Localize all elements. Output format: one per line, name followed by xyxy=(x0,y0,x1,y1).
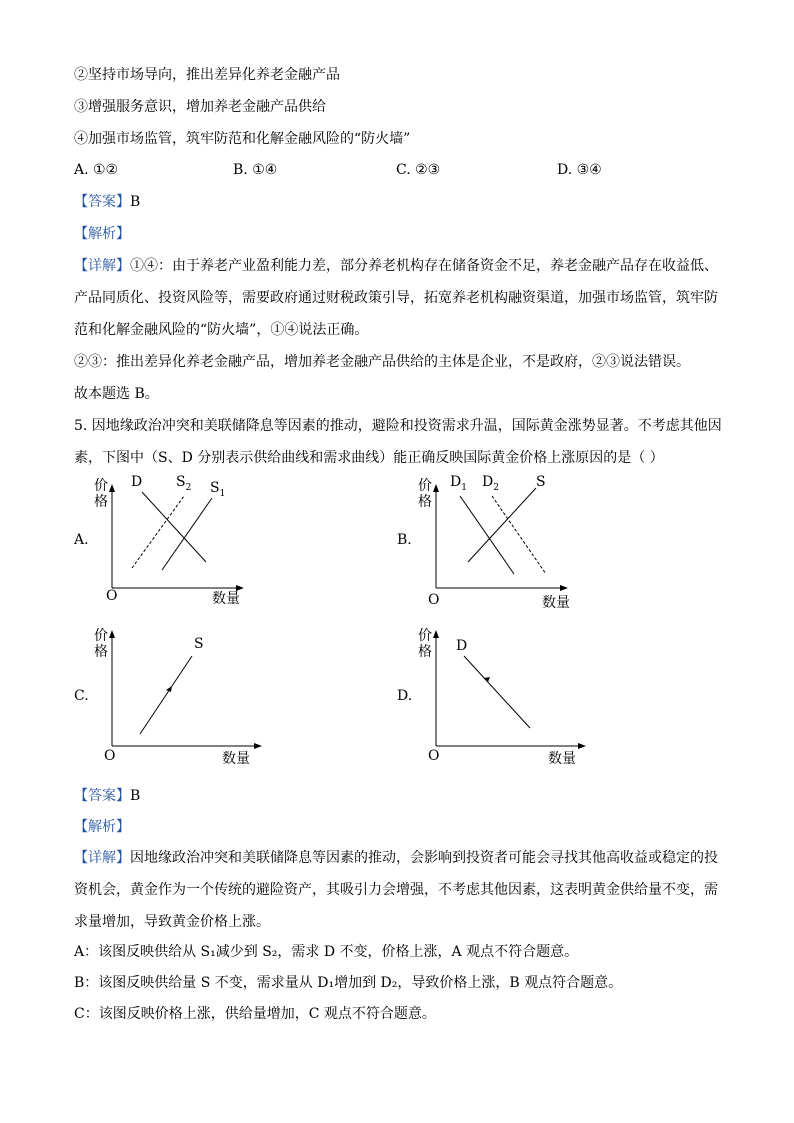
option-d: D. ③④ xyxy=(557,162,602,178)
detail-label: 【详解】 xyxy=(74,258,130,274)
q4-detail-line-2: 产品同质化、投资风险等，需要政府通过财税政策引导，拓宽养老机构融资渠道，加强市场监管，筑牢防 xyxy=(74,290,718,306)
x-axis-arrow xyxy=(578,743,586,749)
curve-label-d1: $D_1$ xyxy=(450,474,467,493)
origin-label: O xyxy=(104,748,116,764)
q5-stem-line-1: 5. 因地缘政治冲突和美联储降息等因素的推动，避险和投资需求升温，国际黄金涨势显著。不考虑其他因 xyxy=(74,418,722,434)
curve-label-d2: $D_2$ xyxy=(482,474,499,493)
q5-stem-line-2: 素，下图中（S、D 分别表示供给曲线和需求曲线）能正确反映国际黄金价格上涨原因的是（ ） xyxy=(74,450,664,466)
curve-label-s: S xyxy=(194,636,204,652)
x-axis-arrow xyxy=(254,743,262,749)
q4-detail-line-1 xyxy=(74,256,718,276)
curve-label-s1: $S_1$ xyxy=(210,480,226,499)
graph-d-option: D. xyxy=(397,688,413,704)
demand-curve-d2 xyxy=(492,496,546,574)
option-c: C. ②③ xyxy=(396,162,441,178)
origin-label: O xyxy=(428,748,440,764)
answer-value: B xyxy=(130,788,141,804)
quantity-label: 数量 xyxy=(548,751,576,767)
curve-label-s2: $S_2$ xyxy=(176,474,192,493)
answer-value: B xyxy=(130,194,141,210)
q5-detail-line-3: 求量增加，导致黄金价格上涨。 xyxy=(74,914,270,930)
q4-detail-line-3: 范和化解金融风险的“防火墙”，①④说法正确。 xyxy=(74,322,369,338)
price-label: 价格 xyxy=(94,478,108,510)
origin-label: O xyxy=(106,588,118,604)
supply-curve-s xyxy=(468,488,536,562)
price-label: 价格 xyxy=(418,628,432,660)
q5-answer xyxy=(74,786,140,806)
option-a: A. ①② xyxy=(74,162,119,178)
statement-3: ③增强服务意识，增加养老金融产品供给 xyxy=(74,99,326,115)
curve-label-d: D xyxy=(456,638,468,654)
origin-label: O xyxy=(428,592,440,608)
graph-d xyxy=(414,624,604,769)
answer-label: 【答案】 xyxy=(74,194,130,210)
graph-c xyxy=(90,624,280,769)
statement-2: ②坚持市场导向，推出差异化养老金融产品 xyxy=(74,67,340,83)
graph-c-option: C. xyxy=(74,688,89,704)
q4-analysis-label: 【解析】 xyxy=(74,226,130,242)
quantity-label: 数量 xyxy=(542,595,570,611)
supply-curve-s xyxy=(140,656,192,734)
q5-detail-line-2: 资机会，黄金作为一个传统的避险资产，其吸引力会增强，不考虑其他因素，这表明黄金供给量不变，需 xyxy=(74,882,718,898)
graph-b xyxy=(414,470,604,610)
q5-analysis-a: A：该图反映供给从 S₁减少到 S₂，需求 D 不变，价格上涨，A 观点不符合题意。 xyxy=(74,944,579,960)
q4-detail-line-4: ②③：推出差异化养老金融产品，增加养老金融产品供给的主体是企业，不是政府，②③说法错误。 xyxy=(74,354,690,370)
quantity-label: 数量 xyxy=(222,751,250,767)
q4-answer xyxy=(74,192,140,212)
q5-analysis-c: C：该图反映价格上涨，供给量增加，C 观点不符合题意。 xyxy=(74,1006,436,1022)
detail-text: 因地缘政治冲突和美联储降息等因素的推动，会影响到投资者可能会寻找其他高收益或稳定的投 xyxy=(130,850,718,866)
demand-curve-d1 xyxy=(460,496,514,574)
movement-arrow xyxy=(166,686,172,692)
q5-detail-line-1 xyxy=(74,848,718,868)
supply-curve-s1 xyxy=(162,498,212,570)
price-label: 价格 xyxy=(418,478,432,510)
curve-label-s: S xyxy=(536,474,546,490)
graph-b-option: B. xyxy=(397,532,412,548)
detail-text: ①④：由于养老产业盈利能力差，部分养老机构存在储备资金不足，养老金融产品存在收益低、 xyxy=(130,258,718,274)
graph-a-option: A. xyxy=(74,532,89,548)
demand-curve-d xyxy=(142,492,206,562)
q4-conclusion: 故本题选 B。 xyxy=(74,386,159,402)
demand-curve-d xyxy=(464,656,530,728)
supply-curve-s2 xyxy=(132,496,184,568)
q5-analysis-b: B：该图反映供给量 S 不变，需求量从 D₁增加到 D₂，导致价格上涨，B 观点符合题意。 xyxy=(74,975,623,991)
statement-4: ④加强市场监管，筑牢防范和化解金融风险的“防火墙” xyxy=(74,131,411,147)
graph-a xyxy=(90,470,280,610)
q5-analysis-label: 【解析】 xyxy=(74,819,130,835)
answer-label: 【答案】 xyxy=(74,788,130,804)
detail-label: 【详解】 xyxy=(74,850,130,866)
price-label: 价格 xyxy=(94,628,108,660)
quantity-label: 数量 xyxy=(212,591,240,607)
x-axis-arrow xyxy=(560,585,568,591)
option-b: B. ①④ xyxy=(233,162,278,178)
curve-label-d: D xyxy=(131,474,143,490)
